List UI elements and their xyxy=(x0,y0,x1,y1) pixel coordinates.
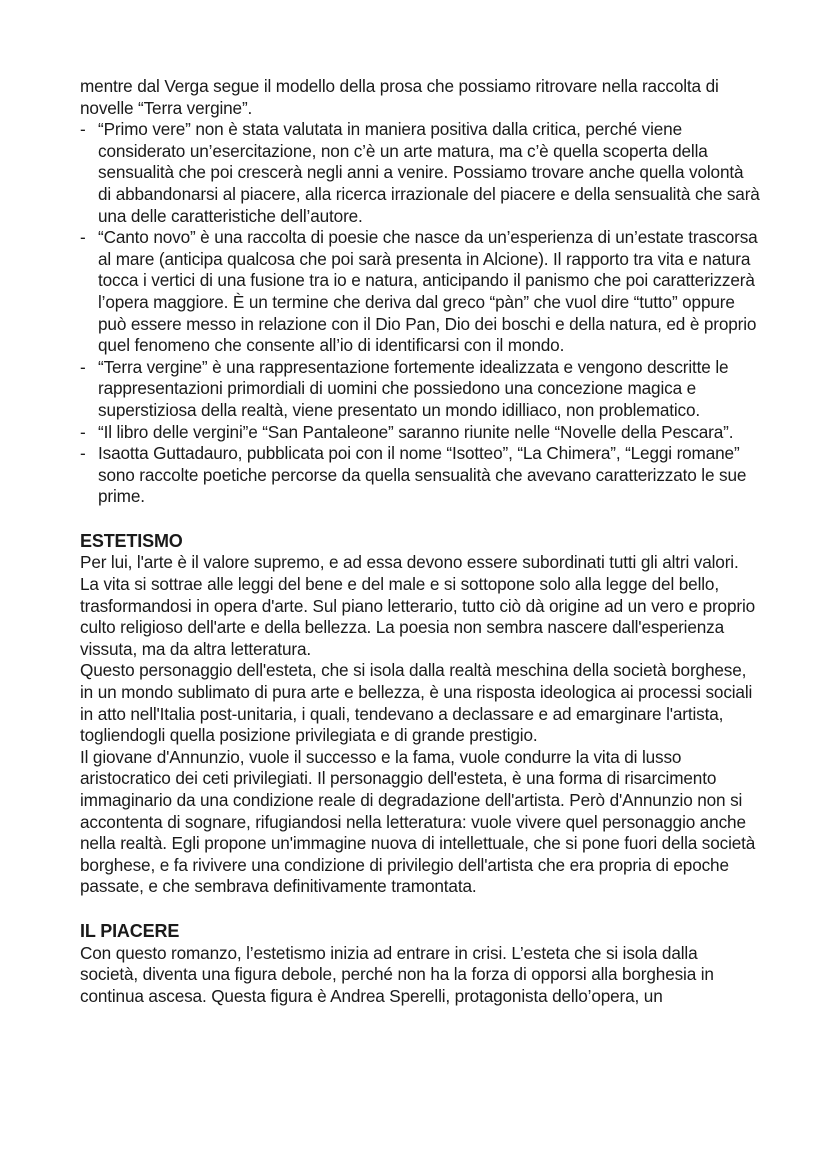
section-title-il-piacere: IL PIACERE xyxy=(80,920,180,941)
works-list xyxy=(80,119,760,508)
list-item-text: “Canto novo” è una raccolta di poesie che nasce da un’esperienza di un’estate trascorsa al mare (anticipa qualcosa che poi sarà presenta in Alcione). Il rapporto tra vita e natura tocca i vertici di una fusione tra io e natura, anticipando il panismo che poi caratterizzerà l’opera maggiore. È un termine che deriva dal greco “pàn” che vuol dire “tutto” oppure può essere messo in relazione con il Dio Pan, Dio dei boschi e della natura, ed è proprio quel fenomeno che consente all’io di identificarsi con il mondo. xyxy=(98,227,758,356)
list-item-text: Isaotta Guttadauro, pubblicata poi con il nome “Isotteo”, “La Chimera”, “Leggi romane” sono raccolte poetiche percorse da quella sensualità che avevano caratterizzato le sue prime. xyxy=(98,443,747,507)
dash-bullet-icon: - xyxy=(80,356,86,377)
list-item xyxy=(80,422,760,444)
list-item xyxy=(80,443,760,508)
dash-bullet-icon: - xyxy=(80,119,86,140)
estetismo-paragraph-2: Questo personaggio dell'esteta, che si isola dalla realtà meschina della società borghese, in un mondo sublimato di pura arte e bellezza, è una risposta ideologica ai processi sociali in atto nell'Italia post-unitaria, i quali, tendevano a declassare e ad emarginare l'artista, togliendogli quella posizione privilegiata e di grande prestigio. xyxy=(80,660,753,746)
il-piacere-paragraph-1: Con questo romanzo, l’estetismo inizia ad entrare in crisi. L’esteta che si isola dalla società, diventa una figura debole, perché non ha la forza di opporsi alla borghesia in continua ascesa. Questa figura è Andrea Sperelli, protagonista dello’opera, un xyxy=(80,942,714,1006)
list-item xyxy=(80,119,760,227)
intro-paragraph: mentre dal Verga segue il modello della prosa che possiamo ritrovare nella raccolta di novelle “Terra vergine”. xyxy=(80,76,719,118)
list-item xyxy=(80,357,760,422)
dash-bullet-icon: - xyxy=(80,421,86,442)
list-item-text: “Primo vere” non è stata valutata in maniera positiva dalla critica, perché viene considerato un’esercitazione, non c’è un arte matura, ma c’è quella scoperta della sensualità che poi crescerà negli anni a venire. Possiamo trovare anche quella volontà di abbandonarsi al piacere, alla ricerca irrazionale del piacere e della sensualità che sarà una delle caratteristiche dell’autore. xyxy=(98,119,760,226)
list-item xyxy=(80,227,760,357)
dash-bullet-icon: - xyxy=(80,227,86,248)
section-title-estetismo: ESTETISMO xyxy=(80,530,183,551)
list-item-text: “Il libro delle vergini”e “San Pantaleone” saranno riunite nelle “Novelle della Pescara”. xyxy=(98,421,734,442)
estetismo-paragraph-3: Il giovane d'Annunzio, vuole il successo e la fama, vuole condurre la vita di lusso aristocratico dei ceti privilegiati. Il personaggio dell'esteta, è una forma di risarcimento immaginario da una condizione reale di degradazione dell'artista. Però d'Annunzio non si accontenta di sognare, rifugiandosi nella letteratura: vuole vivere quel personaggio anche nella realtà. Egli propone un'immagine nuova di intellettuale, che si pone fuori della società borghese, e fa rivivere una condizione di privilegio dell'artista che era propria di epoche passate, e che sembrava definitivamente tramontata. xyxy=(80,746,756,897)
estetismo-paragraph-1: Per lui, l'arte è il valore supremo, e ad essa devono essere subordinati tutti gli altri valori. La vita si sottrae alle leggi del bene e del male e si sottopone solo alla legge del bello, trasformandosi in opera d'arte. Sul piano letterario, tutto ciò dà origine ad un vero e proprio culto religioso dell'arte e della bellezza. La poesia non sembra nascere dall'esperienza vissuta, ma da altra letteratura. xyxy=(80,552,756,659)
dash-bullet-icon: - xyxy=(80,443,86,464)
document-page xyxy=(80,76,760,1007)
list-item-text: “Terra vergine” è una rappresentazione fortemente idealizzata e vengono descritte le rappresentazioni primordiali di uomini che possiedono una concezione magica e superstiziosa della realtà, viene presentato un mondo idilliaco, non problematico. xyxy=(98,356,729,420)
